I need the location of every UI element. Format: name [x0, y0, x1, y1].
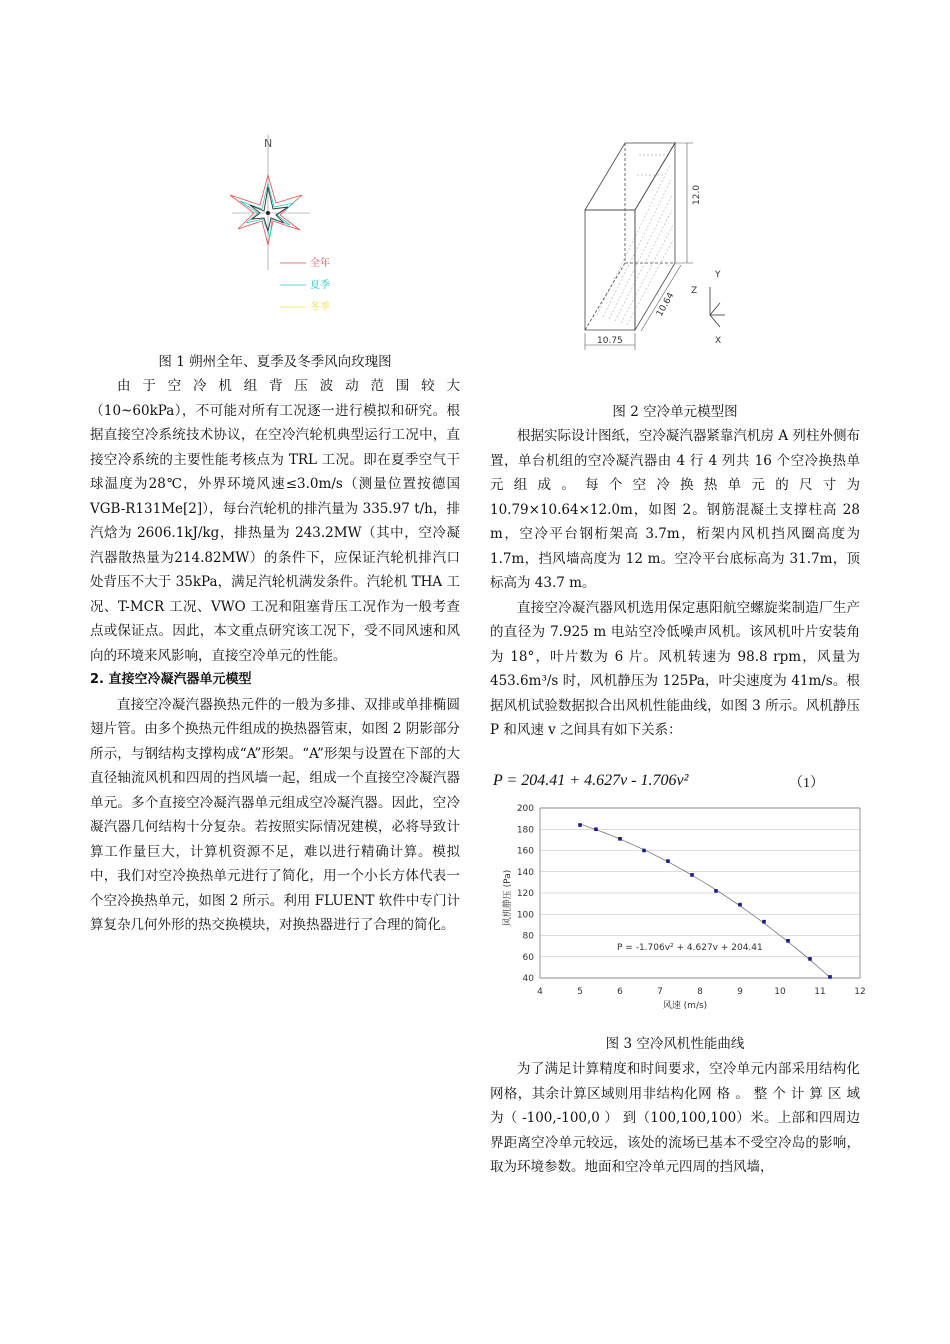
dim-depth: 10.64: [654, 291, 677, 319]
dim-width: 10.75: [597, 336, 623, 346]
legend-winter: 冬季: [310, 302, 330, 313]
x-tick-label: 7: [657, 987, 663, 997]
axis-x-label: X: [715, 336, 722, 346]
legend-annual: 全年: [310, 258, 330, 269]
y-tick-label: 100: [516, 910, 534, 921]
y-tick-label: 40: [522, 974, 534, 984]
data-point: [808, 957, 812, 961]
x-tick-label: 9: [737, 987, 743, 997]
wind-rose-figure: [210, 125, 350, 325]
unit-model-figure: [575, 135, 745, 375]
y-tick-label: 120: [516, 889, 534, 899]
legend-summer: 夏季: [310, 280, 330, 291]
figure3-caption: 图 3 空冷风机性能曲线: [605, 1036, 745, 1052]
rose-legend: [280, 256, 330, 313]
north-label: N: [264, 137, 273, 150]
data-point: [786, 939, 790, 943]
y-tick-label: 160: [516, 846, 534, 857]
axes-triad: [710, 287, 725, 327]
y-tick-label: 80: [522, 931, 534, 942]
fan-performance-chart: [495, 798, 870, 1018]
y-tick-label: 60: [522, 952, 534, 963]
y-axis-label: 风机静压 (Pa): [503, 869, 513, 927]
x-tick-label: 11: [814, 987, 826, 997]
right-column-lower: [490, 1057, 860, 1180]
y-tick-label: 140: [516, 867, 534, 878]
equation-1: [493, 772, 833, 790]
data-point: [714, 889, 718, 893]
right-column-upper: [490, 424, 860, 743]
y-tick-label: 180: [516, 825, 534, 836]
data-point: [618, 837, 622, 841]
axis-y-label: Y: [715, 270, 721, 280]
x-tick-label: 12: [854, 987, 866, 997]
figure2-caption: 图 2 空冷单元模型图: [612, 404, 738, 420]
data-point: [578, 823, 582, 827]
x-axis-label: 风速 (m/s): [662, 1001, 708, 1011]
paragraph-fan: 直接空冷凝汽器风机选用保定惠阳航空螺旋桨制造厂生产的直径为 7.925 m 电站空冷低噪声风机。该风机叶片安装角为 18°，叶片数为 6 片。风机转速为 98.8 rpm，风量为 453.6m³/s 时，风机静压为 125Pa，叶尖速度为 41m/s。根据风机试验数据拟合出风机性能曲线，如图 3 所示。风机静压 P 和风速 v 之间具有如下关系：: [490, 599, 860, 738]
left-column: [90, 374, 460, 938]
paragraph-mesh: 为了满足计算精度和时间要求，空冷单元内部采用结构化网格，其余计算区域则用非结构化网 格 。 整 个 计 算 区 域 为（ -100,-100,0 ） 到（100,100,100）米。上部和四周边界距离空冷单元较远，该处的流场已基本不受空冷岛的影响，取为环境参数。地面和空冷单元四周的挡风墙，: [490, 1061, 860, 1175]
data-point: [666, 859, 670, 863]
data-point: [828, 975, 832, 979]
trend-curve: [580, 824, 830, 977]
figure1-caption: 图 1 朔州全年、夏季及冬季风向玫瑰图: [158, 354, 392, 370]
data-point: [594, 827, 598, 831]
paragraph-test-conditions: 由 于 空 冷 机 组 背 压 波 动 范 围 较 大（10~60kPa），不可能对所有工况逐一进行模拟和研究。根据直接空冷系统技术协议，在空冷汽轮机典型运行工况中，直接空冷系统的主要性能考核点为 TRL 工况。即在夏季空气干球温度为28℃，外界环境风速≤3.0m/s（测量位置按德国VGB-R131Me[2]），每台汽轮机的排汽量为 335.97 t/h，排汽焓为 2606.1kJ/kg，排热量为 243.2MW（其中，空冷凝汽器散热量为214.82MW）的条件下，应保证汽轮机排汽口处背压不大于 35kPa，满足汽轮机满发条件。汽轮机 THA 工况、T-MCR 工况、VWO 工况和阻塞背压工况作为一般考查点或保证点。因此，本文重点研究该工况下，受不同风速和风向的环境来风影响，直接空冷单元的性能。: [90, 378, 460, 664]
data-point: [690, 873, 694, 877]
equation-number: （1）: [789, 776, 824, 791]
paragraph-model: 直接空冷凝汽器换热元件的一般为多排、双排或单排椭圆翅片管。由多个换热元件组成的换热器管束，如图 2 阴影部分所示，与钢结构支撑构成“A”形架。“A”形架与设置在下部的大直径轴流风机和四周的挡风墙一起，组成一个直接空冷凝汽器单元。多个直接空冷凝汽器单元组成空冷凝汽器。因此，空冷凝汽器几何结构十分复杂。若按照实际情况建模，必将导致计算工作量巨大，计算机资源不足，难以进行精确计算。模拟中，我们对空冷换热单元进行了简化，用一个小长方体代表一个空冷换热单元，如图 2 所示。利用 FLUENT 软件中专门计算复杂几何外形的热交换模块，对换热器进行了合理的简化。: [90, 696, 460, 933]
data-point: [738, 903, 742, 907]
section-heading: 2. 直接空冷凝汽器单元模型: [90, 672, 252, 687]
equation-text: P = 204.41 + 4.627v - 1.706v²: [493, 772, 689, 789]
rose-annual: [230, 175, 302, 245]
x-tick-label: 8: [697, 987, 703, 997]
fit-equation-label: P = -1.706v² + 4.627v + 204.41: [617, 943, 763, 953]
x-tick-label: 5: [577, 987, 583, 997]
y-tick-label: 200: [516, 804, 534, 814]
data-point: [762, 920, 766, 924]
x-tick-label: 6: [617, 987, 623, 997]
x-tick-label: 10: [774, 987, 786, 997]
dim-height: 12.0: [692, 184, 702, 205]
axis-z-label: Z: [691, 286, 698, 296]
paragraph-layout: 根据实际设计图纸，空冷凝汽器紧靠汽机房 A 列柱外侧布置，单台机组的空冷凝汽器由 4 行 4 列共 16 个空冷换热单元组成。每个空冷换热单元的尺寸为 10.79×10.64×12.0m，如图 2。钢筋混凝土支撑柱高 28 m，空冷平台钢桁架高 3.7m，桁架内风机挡风圈高度为 1.7m，挡风墙高度为 12 m。空冷平台底标高为 31.7m，顶标高为 43.7 m。: [490, 428, 860, 591]
data-point: [642, 849, 646, 853]
x-tick-label: 4: [537, 987, 543, 997]
